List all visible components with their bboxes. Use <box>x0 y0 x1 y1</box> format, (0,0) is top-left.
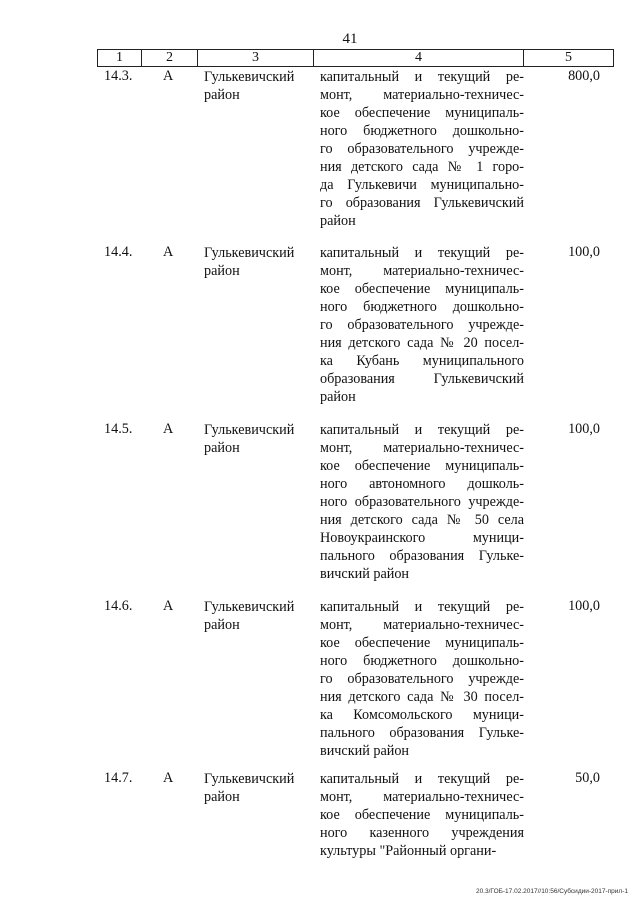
description-line: ного казенного учреждения <box>320 825 524 841</box>
district-line: Гулькевичский <box>204 245 295 261</box>
column-header-1: 1 <box>98 50 142 67</box>
row-category: А <box>163 421 174 437</box>
row-amount: 100,0 <box>568 598 600 614</box>
description-line: го образовательного учрежде- <box>320 671 524 687</box>
row-district <box>204 244 314 280</box>
district-line: район <box>204 87 240 103</box>
description-line: го образовательного учрежде- <box>320 317 524 333</box>
description-line: район <box>320 389 356 405</box>
column-header-3: 3 <box>198 50 314 67</box>
row-description <box>320 244 524 406</box>
row-number: 14.4. <box>104 244 133 260</box>
row-amount: 800,0 <box>568 68 600 84</box>
description-line: ния детского сада № 1 горо- <box>320 159 524 175</box>
column-header-row <box>98 50 614 67</box>
district-line: Гулькевичский <box>204 599 295 615</box>
description-line: ного бюджетного дошкольно- <box>320 299 524 315</box>
row-number: 14.3. <box>104 68 133 84</box>
description-line: ния детского сада № 20 посел- <box>320 335 524 351</box>
description-line: го образовательного учрежде- <box>320 141 524 157</box>
description-line: монт, материально-техничес- <box>320 87 524 103</box>
description-line: ного бюджетного дошкольно- <box>320 123 524 139</box>
description-line: капитальный и текущий ре- <box>320 69 524 85</box>
row-number: 14.5. <box>104 421 133 437</box>
description-line: ного бюджетного дошкольно- <box>320 653 524 669</box>
description-line: капитальный и текущий ре- <box>320 422 524 438</box>
row-category: А <box>163 68 174 84</box>
description-line: кое обеспечение муниципаль- <box>320 635 524 651</box>
district-line: район <box>204 789 240 805</box>
description-line: Новоукраинского муници- <box>320 530 524 546</box>
page-number: 41 <box>342 31 358 47</box>
description-line: монт, материально-техничес- <box>320 617 524 633</box>
description-line: кое обеспечение муниципаль- <box>320 458 524 474</box>
description-line: ного образовательного учрежде- <box>320 494 524 510</box>
description-line: кое обеспечение муниципаль- <box>320 105 524 121</box>
description-line: пального образования Гульке- <box>320 548 524 564</box>
row-number: 14.7. <box>104 770 133 786</box>
district-line: район <box>204 440 240 456</box>
description-line: монт, материально-техничес- <box>320 789 524 805</box>
row-district <box>204 598 314 634</box>
row-description <box>320 598 524 760</box>
description-line: капитальный и текущий ре- <box>320 771 524 787</box>
row-description <box>320 421 524 583</box>
description-line: ния детского сада № 30 посел- <box>320 689 524 705</box>
description-line: да Гулькевичи муниципально- <box>320 177 524 193</box>
district-line: Гулькевичский <box>204 771 295 787</box>
description-line: ния детского сада № 50 села <box>320 512 524 528</box>
district-line: район <box>204 263 240 279</box>
description-line: кое обеспечение муниципаль- <box>320 807 524 823</box>
description-line: ка Комсомольского муници- <box>320 707 524 723</box>
row-description <box>320 770 524 860</box>
description-line: пального образования Гульке- <box>320 725 524 741</box>
row-category: А <box>163 770 174 786</box>
description-line: ка Кубань муниципального <box>320 353 524 369</box>
description-line: вичский район <box>320 566 410 582</box>
description-line: монт, материально-техничес- <box>320 440 524 456</box>
description-line: капитальный и текущий ре- <box>320 599 524 615</box>
row-number: 14.6. <box>104 598 133 614</box>
district-line: район <box>204 617 240 633</box>
document-footer-code: 20.3/ГОБ-17.02.2017//10:56/Субсидии-2017-прил-1 <box>475 888 628 895</box>
row-district <box>204 770 314 806</box>
description-line: культуры "Районный органи- <box>320 843 497 859</box>
description-line: кое обеспечение муниципаль- <box>320 281 524 297</box>
row-amount: 100,0 <box>568 244 600 260</box>
description-line: го образования Гулькевичский <box>320 195 524 211</box>
district-line: Гулькевичский <box>204 69 295 85</box>
description-line: ного автономного дошколь- <box>320 476 524 492</box>
description-line: вичский район <box>320 743 410 759</box>
description-line: капитальный и текущий ре- <box>320 245 524 261</box>
row-description <box>320 68 524 230</box>
row-category: А <box>163 598 174 614</box>
column-header-5: 5 <box>524 50 614 67</box>
description-line: район <box>320 213 356 229</box>
row-district <box>204 421 314 457</box>
description-line: образования Гулькевичский <box>320 371 524 387</box>
district-line: Гулькевичский <box>204 422 295 438</box>
description-line: монт, материально-техничес- <box>320 263 524 279</box>
column-header-2: 2 <box>142 50 198 67</box>
row-amount: 100,0 <box>568 421 600 437</box>
column-header-table <box>97 49 614 67</box>
column-header-4: 4 <box>314 50 524 67</box>
row-category: А <box>163 244 174 260</box>
row-district <box>204 68 314 104</box>
row-amount: 50,0 <box>575 770 600 786</box>
